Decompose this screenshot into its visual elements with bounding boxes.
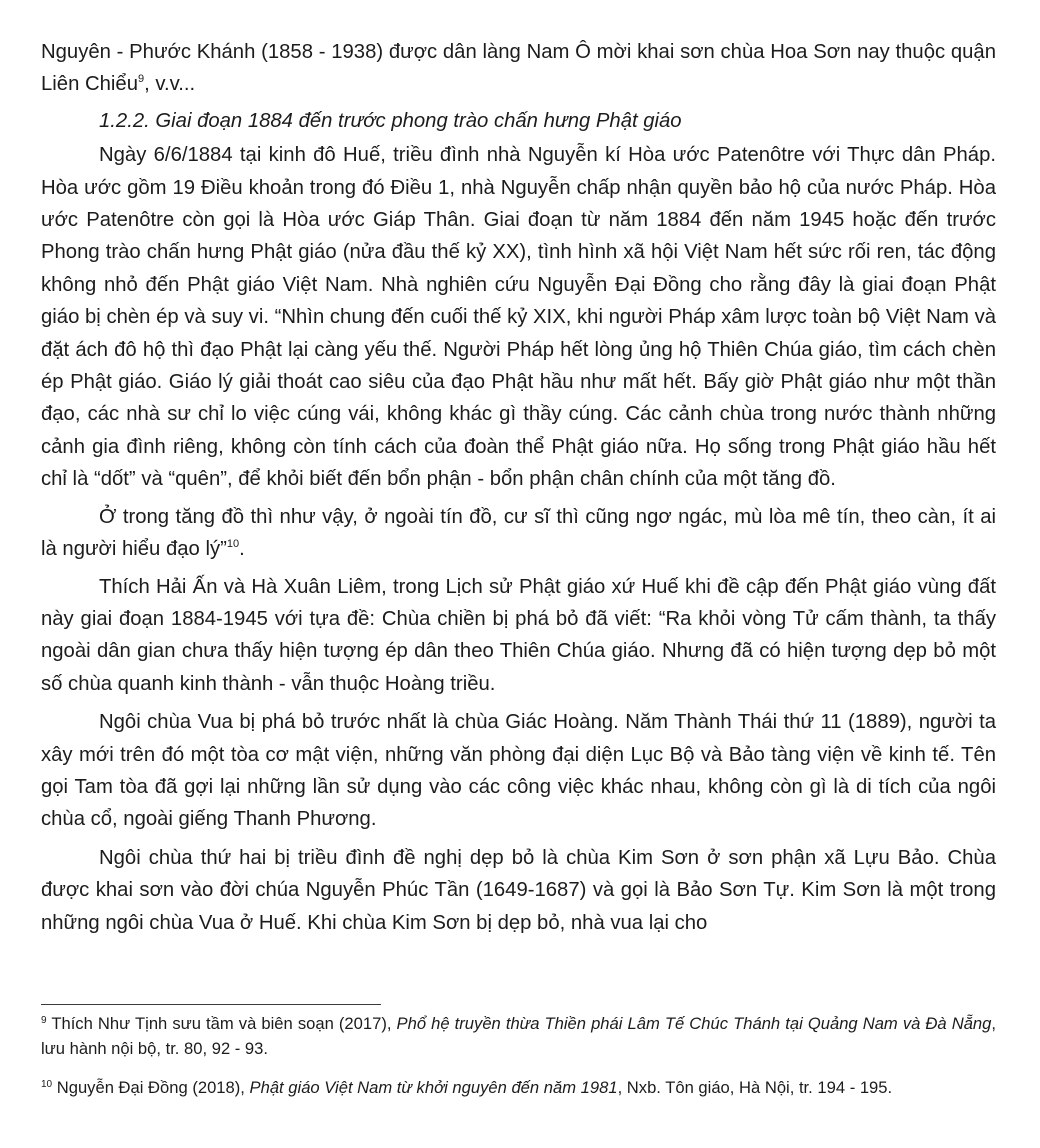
footnote-ref-10[interactable]: 10: [226, 538, 240, 551]
paragraph-hue-history: Thích Hải Ấn và Hà Xuân Liêm, trong Lịch sử Phật giáo xứ Huế khi đề cập đến Phật giáo vùng đất này giai đoạn 1884-1945 với tựa đề: Chùa chiền bị phá bỏ đã viết: “Ra khỏi vòng Tử cấm thành, ta thấy ngoài dân gian chưa thấy hiện tượng ép dân theo Thiên Chúa giáo. Nhưng đã có hiện tượng dẹp bỏ một số chùa quanh kinh thành - vẫn thuộc Hoàng triều.: [41, 575, 996, 695]
footnotes: [41, 1012, 996, 1101]
paragraph-kim-son: Ngôi chùa thứ hai bị triều đình đề nghị dẹp bỏ là chùa Kim Sơn ở sơn phận xã Lựu Bảo. Chùa được khai sơn vào đời chúa Nguyễn Phúc Tần (1649-1687) và gọi là Bảo Sơn Tự. Kim Sơn là một trong những ngôi chùa Vua ở Huế. Khi chùa Kim Sơn bị dẹp bỏ, nhà vua lại cho: [41, 846, 996, 934]
footnote-ref-9[interactable]: 9: [137, 73, 145, 86]
paragraph-continuation: Nguyên - Phước Khánh (1858 - 1938) được dân làng Nam Ô mời khai sơn chùa Hoa Sơn nay thuộc quận Liên Chiểu$^9$, v.v...: [41, 41, 996, 96]
section-heading: 1.2.2. Giai đoạn 1884 đến trước phong trào chấn hưng Phật giáo: [99, 109, 682, 132]
paragraph-giac-hoang: Ngôi chùa Vua bị phá bỏ trước nhất là chùa Giác Hoàng. Năm Thành Thái thứ 11 (1889), người ta xây mới trên đó một tòa cơ mật viện, những văn phòng đại diện Lục Bộ và Bảo tàng viện về kinh tế. Tên gọi Tam tòa đã gợi lại những lần sử dụng vào các công việc khác nhau, không còn gì là di tích của ngôi chùa cổ, ngoài giếng Thanh Phương.: [41, 711, 996, 831]
footnote-9: $^9$ Thích Như Tịnh sưu tầm và biên soạn (2017), Phổ hệ truyền thừa Thiền phái Lâm Tế Chúc Thánh tại Quảng Nam và Đà Nẵng, lưu hành nội bộ, tr. 80, 92 - 93.: [41, 1014, 997, 1058]
footnote-10: $^{10}$ Nguyễn Đại Đồng (2018), Phật giáo Việt Nam từ khởi nguyên đến năm 1981, Nxb. Tôn giáo, Hà Nội, tr. 194 - 195.: [41, 1078, 893, 1097]
body-text: [41, 36, 996, 939]
paragraph-treaty: Ngày 6/6/1884 tại kinh đô Huế, triều đình nhà Nguyễn kí Hòa ước Patenôtre với Thực dân Pháp. Hòa ước gồm 19 Điều khoản trong đó Điều 1, nhà Nguyễn chấp nhận quyền bảo hộ của nước Pháp. Hòa ước Patenôtre còn gọi là Hòa ước Giáp Thân. Giai đoạn từ năm 1884 đến năm 1945 hoặc đến trước Phong trào chấn hưng Phật giáo (nửa đầu thế kỷ XX), tình hình xã hội Việt Nam hết sức rối ren, tác động không nhỏ đến Phật giáo Việt Nam. Nhà nghiên cứu Nguyễn Đại Đồng cho rằng đây là giai đoạn Phật giáo bị chèn ép và suy vi. “Nhìn chung đến cuối thế kỷ XIX, khi người Pháp xâm lược toàn bộ Việt Nam và đặt ách đô hộ thì đạo Phật lại càng yếu thế. Người Pháp hết lòng ủng hộ Thiên Chúa giáo, tìm cách chèn ép Phật giáo. Giáo lý giải thoát cao siêu của đạo Phật hầu như mất hết. Bấy giờ Phật giáo như một thần đạo, các nhà sư chỉ lo việc cúng vái, không khác gì thầy cúng. Các cảnh chùa trong nước thành những cảnh gia đình riêng, không còn tính cách của đoàn thể Phật giáo nữa. Họ sống trong Phật giáo hầu hết chỉ là “dốt” và “quên”, để khỏi biết đến bổn phận - bổn phận chân chính của một tăng đồ.: [41, 144, 996, 491]
footnote-divider: [41, 1004, 381, 1005]
paragraph-monks: Ở trong tăng đồ thì như vậy, ở ngoài tín đồ, cư sĩ thì cũng ngơ ngác, mù lòa mê tín, theo càn, ít ai là người hiểu đạo lý”$^{10}$.: [41, 505, 996, 561]
